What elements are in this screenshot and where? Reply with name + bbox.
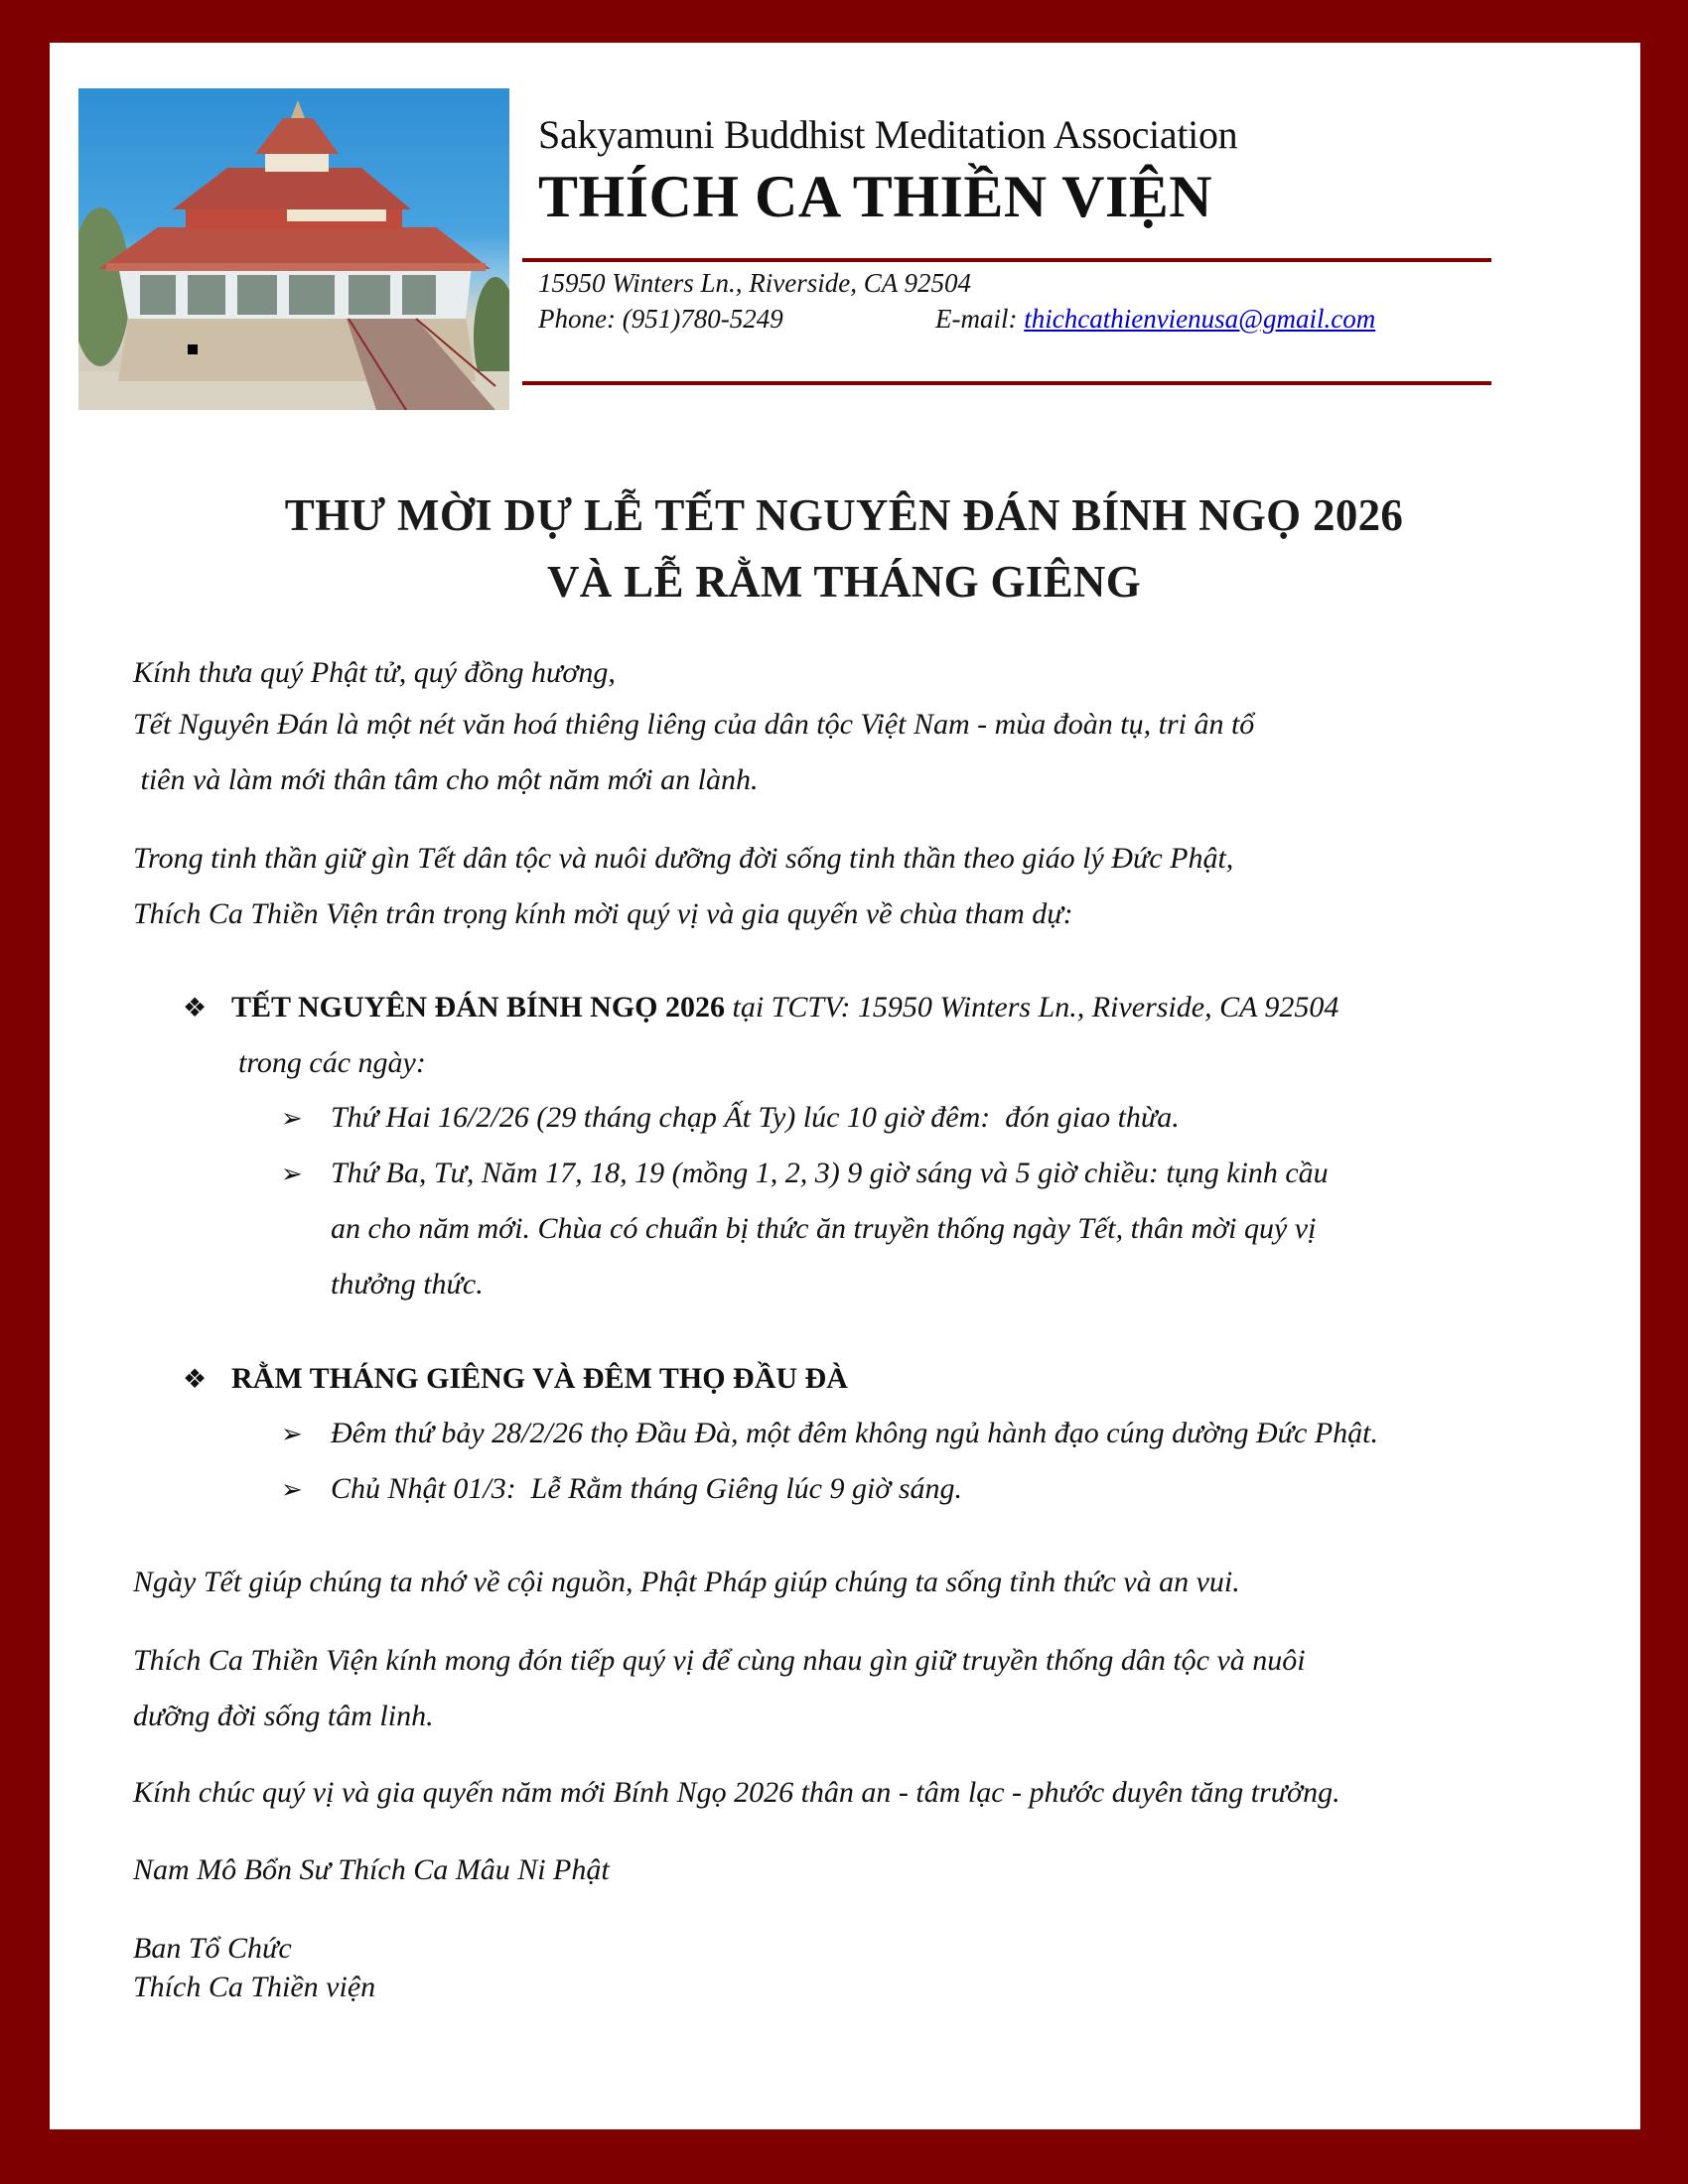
address: 15950 Winters Ln., Riverside, CA 92504	[538, 268, 971, 298]
diamond-bullet-icon: ❖	[183, 1364, 208, 1394]
intro-paragraph-1-line-1: Tết Nguyên Đán là một nét văn hoá thiêng liêng của dân tộc Việt Nam - mùa đoàn tụ, tri ân tổ	[133, 708, 1255, 741]
closing-paragraph-2-line-2: dưỡng đời sống tâm linh.	[133, 1700, 434, 1732]
signature-line-1: Ban Tổ Chức	[133, 1932, 292, 1965]
section-2-heading: RẰM THÁNG GIÊNG VÀ ĐÊM THỌ ĐẦU ĐÀ	[231, 1362, 848, 1395]
closing-invocation: Nam Mô Bổn Sư Thích Ca Mâu Ni Phật	[133, 1853, 610, 1886]
section-1-location: tại TCTV: 15950 Winters Ln., Riverside, CA 92504	[725, 991, 1339, 1024]
section-1-item-2-line-2: an cho năm mới. Chùa có chuẩn bị thức ăn truyền thống ngày Tết, thân mời quý vị	[331, 1212, 1317, 1245]
section-1-item-2-line-3: thưởng thức.	[331, 1268, 484, 1300]
header-rule-top	[522, 258, 1491, 262]
arrow-bullet-icon: ➢	[281, 1160, 303, 1188]
section-1-heading: TẾT NGUYÊN ĐÁN BÍNH NGỌ 2026	[231, 991, 726, 1024]
arrow-bullet-icon: ➢	[281, 1420, 303, 1448]
signature-line-2: Thích Ca Thiền viện	[133, 1971, 376, 2003]
section-2-item-2: Chủ Nhật 01/3: Lễ Rằm tháng Giêng lúc 9 giờ sáng.	[331, 1472, 962, 1505]
page-title-line2: VÀ LỄ RẰM THÁNG GIÊNG	[546, 557, 1142, 607]
header-rule-bottom	[522, 381, 1491, 385]
greeting: Kính thưa quý Phật tử, quý đồng hương,	[133, 656, 616, 689]
org-name-english: Sakyamuni Buddhist Meditation Association	[538, 112, 1238, 157]
intro-paragraph-2-line-1: Trong tinh thần giữ gìn Tết dân tộc và nuôi dưỡng đời sống tinh thần theo giáo lý Đức Phật,	[133, 842, 1234, 875]
diamond-bullet-icon: ❖	[183, 993, 208, 1023]
arrow-bullet-icon: ➢	[281, 1475, 303, 1504]
closing-paragraph-1: Ngày Tết giúp chúng ta nhớ về cội nguồn, Phật Pháp giúp chúng ta sống tỉnh thức và an vui.	[133, 1566, 1240, 1598]
section-2-item-1: Đêm thứ bảy 28/2/26 thọ Đầu Đà, một đêm không ngủ hành đạo cúng dường Đức Phật.	[331, 1417, 1378, 1449]
page-title-line1: THƯ MỜI DỰ LỄ TẾT NGUYÊN ĐÁN BÍNH NGỌ 2026	[284, 490, 1404, 540]
section-1-item-1: Thứ Hai 16/2/26 (29 tháng chạp Ất Ty) lúc 10 giờ đêm: đón giao thừa.	[331, 1101, 1180, 1134]
closing-paragraph-2-line-1: Thích Ca Thiền Viện kính mong đón tiếp quý vị để cùng nhau gìn giữ truyền thống dân tộc và nuôi	[133, 1644, 1306, 1677]
closing-paragraph-3: Kính chúc quý vị và gia quyến năm mới Bính Ngọ 2026 thân an - tâm lạc - phước duyên tăng trưởng.	[133, 1776, 1340, 1809]
section-1-item-2-line-1: Thứ Ba, Tư, Năm 17, 18, 19 (mồng 1, 2, 3) 9 giờ sáng và 5 giờ chiều: tụng kinh cầu	[331, 1157, 1329, 1189]
section-1-continuation: trong các ngày:	[238, 1046, 426, 1079]
arrow-bullet-icon: ➢	[281, 1104, 303, 1133]
email-link[interactable]: thichcathienvienusa@gmail.com	[1024, 304, 1376, 334]
temple-image-icon	[78, 88, 509, 410]
email-line	[935, 304, 1375, 335]
section-1-heading-line	[231, 991, 1338, 1024]
temple-photo	[78, 88, 509, 410]
phone: Phone: (951)780-5249	[538, 304, 783, 334]
intro-paragraph-1-line-2: tiên và làm mới thân tâm cho một năm mới an lành.	[133, 763, 759, 796]
email-label: E-mail:	[935, 304, 1025, 334]
intro-paragraph-2-line-2: Thích Ca Thiền Viện trân trọng kính mời quý vị và gia quyến về chùa tham dự:	[133, 897, 1073, 930]
org-name-vietnamese: THÍCH CA THIỀN VIỆN	[538, 164, 1213, 229]
